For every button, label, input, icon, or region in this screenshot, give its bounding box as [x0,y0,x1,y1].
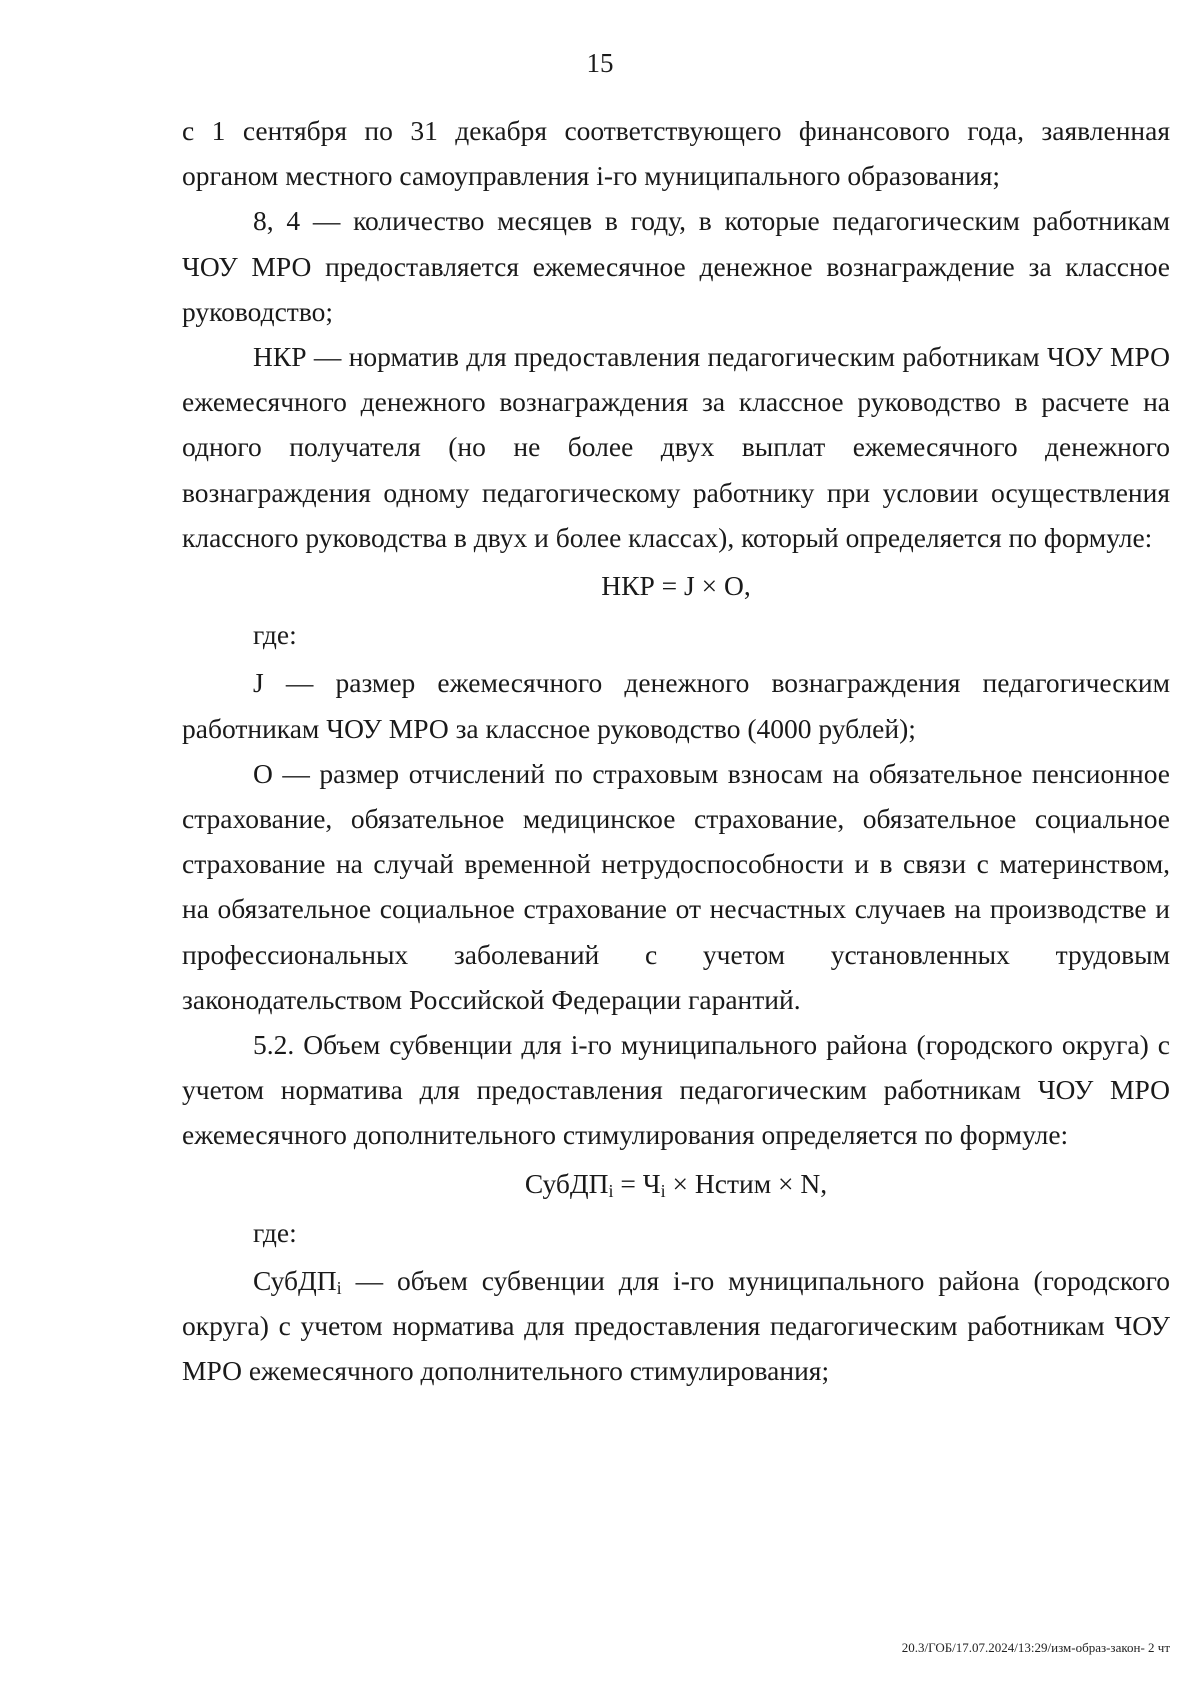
paragraph-j-definition: J — размер ежемесячного денежного вознаграждения педагогическим работникам ЧОУ МРО за классное руководство (4000 рублей); [182,667,1170,744]
footer-stamp: 20.3/ГОБ/17.07.2024/13:29/изм-образ-закон- 2 чт [901,1640,1170,1655]
paragraph-months: 8, 4 — количество месяцев в году, в которые педагогическим работникам ЧОУ МРО предоставляется ежемесячное денежное вознаграждение за классное руководство; [182,205,1170,327]
document-body [182,108,1170,1394]
paragraph-section-5-2: 5.2. Объем субвенции для i-го муниципального района (городского округа) с учетом норматива для предоставления педагогическим работникам ЧОУ МРО ежемесячного дополнительного стимулирования определяется по формуле: [182,1029,1170,1151]
paragraph-nkr-definition: НКР — норматив для предоставления педагогическим работникам ЧОУ МРО ежемесячного денежного вознаграждения за классное руководство в расчете на одного получателя (но не более двух выплат ежемесячного денежного вознаграждения одному педагогическому работнику при условии осуществления классного руководства в двух и более классах), который определяется по формуле: [182,341,1170,553]
formula-subdp [182,1161,1170,1206]
paragraph-subdp-definition [182,1258,1170,1394]
formula-lhs-subscript: i [608,1180,614,1201]
paragraph-o-definition: О — размер отчислений по страховым взносам на обязательное пенсионное страхование, обязательное медицинское страхование, обязательное социальное страхование на случай временной нетрудоспособности и в связи с материнством, на обязательное социальное страхование от несчастных случаев на производстве и профессиональных заболеваний с учетом установленных трудовым законодательством Российской Федерации гарантий. [182,757,1170,1015]
where-label-2: где: [253,1216,297,1248]
where-label: где: [253,619,297,651]
term-subdp-subscript: i [336,1278,342,1299]
term-subdp: СубДП [253,1265,337,1297]
formula-lhs: СубДП [524,1167,609,1199]
formula-eq: = Ч [613,1167,661,1199]
formula-nkr: НКР = J × O, [601,570,751,602]
formula-ch-subscript: i [660,1180,666,1201]
formula-rhs: × Нстим × N, [665,1167,828,1199]
paragraph-continuation: с 1 сентября по 31 декабря соответствующего финансового года, заявленная органом местного самоуправления i-го муниципального образования; [182,115,1170,192]
page-number: 15 [586,48,614,78]
term-subdp-text: — объем субвенции для i-го муниципального района (городского округа) с учетом норматива для предоставления педагогическим работникам ЧОУ МРО ежемесячного дополнительного стимулирования; [182,1265,1170,1387]
